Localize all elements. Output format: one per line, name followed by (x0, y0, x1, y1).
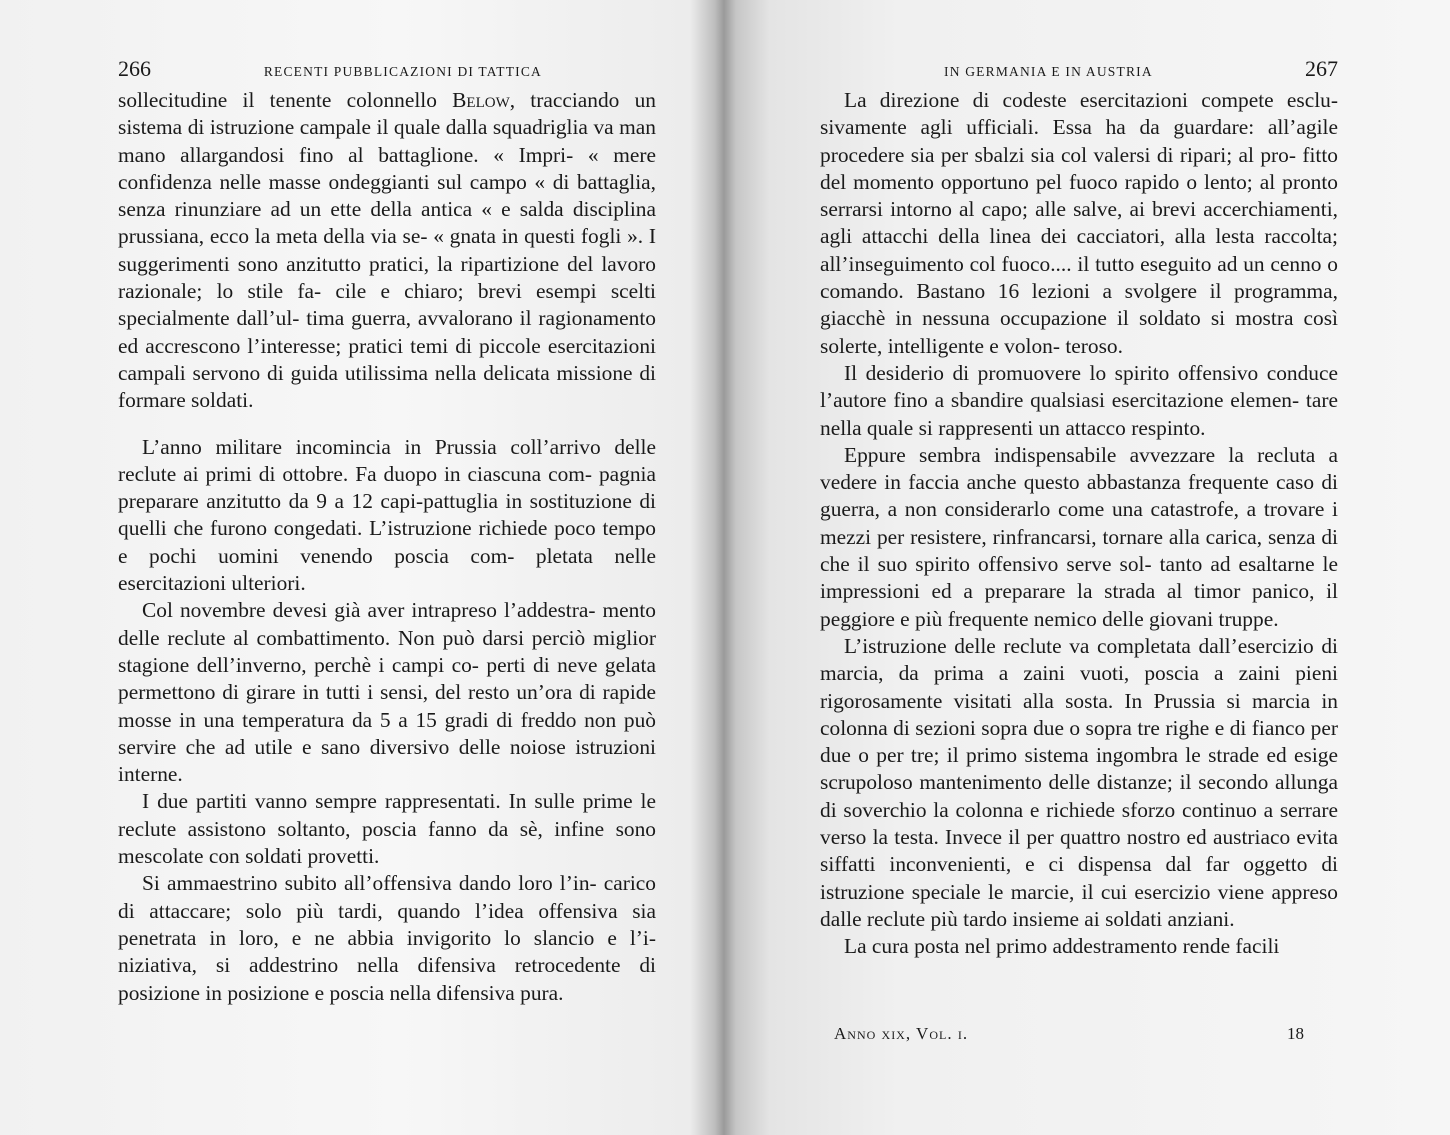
footer-sheet-number: 18 (1287, 1024, 1304, 1043)
left-page (0, 0, 722, 1135)
paragraph: Col novembre devesi già aver intrapreso l’addestra- mento delle reclute al combattimento. Non può darsi perciò miglior stagione dell’inverno, perchè i campi co- perti di neve gelata permettono di girare in tutti i sensi, del resto un’ora di rapide mosse in una temperatura da 5 a 15 gradi di freddo non può servire che ad utile e sano diversivo delle noiose istruzioni interne. (118, 598, 656, 787)
page-number: 267 (1305, 56, 1338, 81)
page-number: 266 (118, 56, 151, 81)
right-page-body (820, 87, 1338, 961)
running-title: IN GERMANIA E IN AUSTRIA (944, 64, 1153, 79)
right-page-footer (834, 1024, 1304, 1044)
paragraph: Il desiderio di promuovere lo spirito offensivo conduce l’autore fino a sbandire qualsiasi esercitazione elemen- tare nella quale si rappresenti un attacco respinto. (820, 360, 1338, 440)
right-page (724, 0, 1450, 1135)
footer-signature: Anno xix, Vol. i. (834, 1024, 969, 1043)
paragraph: La direzione di codeste esercitazioni compete esclu- sivamente agli ufficiali. Essa ha da guardare: all’agile procedere sia per sbalzi sia col valersi di ripari; al pro- fitto del momento opportuno pel fuoco rapido o lento; al pronto serrarsi intorno al capo; alle salve, ai brevi accerchiamenti, agli attacchi della linea dei cacciatori, alla lesta raccolta; all’inseguimento col fuoco.... il tutto eseguito ad un cenno o comando. Bastano 16 lezioni a svolgere il programma, giacchè in nessuna occupazione il soldato si mostra così solerte, intelligente e volon- teroso. (820, 88, 1338, 358)
paragraph: La cura posta nel primo addestramento rende facili (844, 934, 1280, 959)
running-title: RECENTI PUBBLICAZIONI DI TATTICA (263, 64, 542, 79)
paragraph: L’anno militare incomincia in Prussia coll’arrivo delle reclute ai primi di ottobre. Fa duopo in ciascuna com- pagnia preparare anzitutto da 9 a 12 capi-pattuglia in sostituzione di quelli che furono congedati. L’istruzione richiede poco tempo e pochi uomini venendo poscia com- pletata nelle esercitazioni ulteriori. (118, 434, 656, 596)
paragraph: sollecitudine il tenente colonnello Below, tracciando un sistema di istruzione campale il quale dalla squadriglia va man mano allargandosi fino al battaglione. « Impri- « mere confidenza nelle masse ondeggianti sul campo « di battaglia, senza rinunziare ad un ette della antica « e salda disciplina prussiana, ecco la meta della via se- « gnata in questi fogli ». I suggerimenti sono anzitutto pratici, la ripartizione del lavoro razionale; lo stile fa- cile e chiaro; brevi esempi scelti specialmente dall’ul- tima guerra, avvalorano il ragionamento ed accrescono l’interesse; pratici temi di piccole esercitazioni campali servono di guida utilissima nella delicata missione di formare soldati. (118, 88, 656, 413)
right-page-header (816, 56, 1338, 88)
left-page-body (118, 87, 656, 1007)
paragraph: L’istruzione delle reclute va completata dall’esercizio di marcia, da prima a zaini vuoti, poscia a zaini pieni rigorosamente visitati alla sosta. In Prussia si marcia in colonna di sezioni sopra due o sopra tre righe e di fianco per due o per tre; il primo sistema ingombra le strade ed esige scrupoloso mantenimento delle distanze; il secondo allunga di soverchio la colonna e richiede sforzo continuo a serrare verso la testa. Invece il per quattro nostro ed austriaco evita siffatti inconvenienti, e ci dispensa dal far oggetto di istruzione speciale le marcie, il cui esercizio viene appreso dalle reclute più tardo insieme ai soldati anziani. (820, 633, 1338, 931)
paragraph: Eppure sembra indispensabile avvezzare la recluta a vedere in faccia anche questo abbastanza frequente caso di guerra, a non considerarlo come una catastrofe, a trovare i mezzi per resistere, rinfrancarsi, tornare alla carica, senza di che il suo spirito offensivo serve sol- tanto ad esaltarne le impressioni ed a preparare la strada al timor panico, il peggiore e più frequente nemico delle giovani truppe. (820, 442, 1338, 631)
paragraph: I due partiti vanno sempre rappresentati. In sulle prime le reclute assistono soltanto, poscia fanno da sè, infine sono mescolate con soldati provetti. (118, 789, 656, 869)
paragraph: Si ammaestrino subito all’offensiva dando loro l’in- carico di attaccare; solo più tardi, quando l’idea offensiva sia penetrata in loro, e ne abbia invigorito lo slancio e l’i- niziativa, si addestrino nella difensiva retrocedente di posizione in posizione e poscia nella difensiva pura. (118, 871, 656, 1005)
left-page-header (118, 56, 656, 88)
author-name: Below (452, 88, 510, 112)
